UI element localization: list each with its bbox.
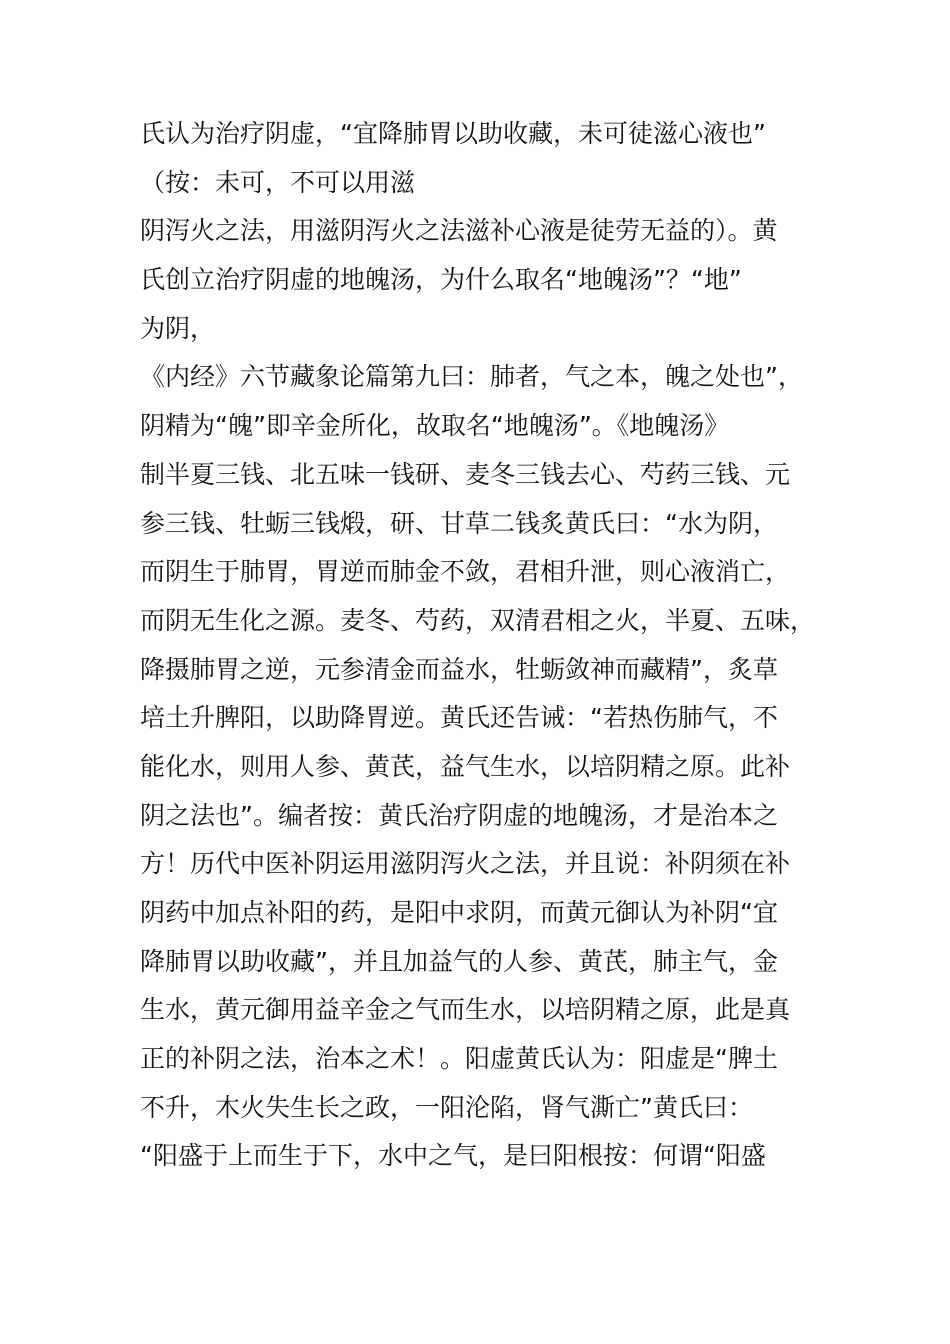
text-line-2: （按：未可，不可以用滋	[140, 167, 416, 197]
text-line-4: 氏创立治疗阴虚的地魄汤，为什么取名“地魄汤”？“地”	[140, 265, 742, 295]
text-line-11: 而阴无生化之源。麦冬、芍药，双清君相之火，半夏、五味，	[140, 605, 816, 635]
body-text	[140, 110, 840, 1181]
text-line-21: 不升，木火失生长之政，一阳沦陷，肾气澌亡”黄氏曰：	[140, 1092, 753, 1122]
text-line-12: 降摄肺胃之逆，元参清金而益水，牡蛎敛神而藏精”，炙草	[140, 654, 778, 684]
text-line-15: 阴之法也”。编者按：黄氏治疗阴虚的地魄汤，才是治本之	[140, 800, 778, 830]
text-line-1: 氏认为治疗阴虚，“宜降肺胃以助收藏，未可徒滋心液也”	[140, 119, 766, 148]
text-line-13: 培土升脾阳，以助降胃逆。黄氏还告诫：“若热伤肺气，不	[140, 703, 778, 733]
text-line-8: 制半夏三钱、北五味一钱研、麦冬三钱去心、芍药三钱、元	[140, 459, 791, 489]
text-line-3: 阴泻火之法，用滋阴泻火之法滋补心液是徒劳无益的）。黄	[140, 216, 778, 246]
text-line-20: 正的补阴之法，治本之术！。阳虚黄氏认为：阳虚是“脾土	[140, 1044, 778, 1074]
text-line-19: 生水，黄元御用益辛金之气而生水，以培阴精之原，此是真	[140, 995, 791, 1025]
text-line-7: 阴精为“魄”即辛金所化，故取名“地魄汤”。《地魄汤》	[140, 411, 730, 441]
text-line-5: 为阴，	[140, 313, 216, 343]
text-line-9: 参三钱、牡蛎三钱煅，研、甘草二钱炙黄氏曰：“水为阴，	[140, 508, 778, 538]
text-line-16: 方！历代中医补阴运用滋阴泻火之法，并且说：补阴须在补	[140, 849, 791, 879]
text-line-18: 降肺胃以助收藏”，并且加益气的人参、黄芪，肺主气，金	[140, 946, 778, 976]
text-line-14: 能化水，则用人参、黄芪，益气生水，以培阴精之原。此补	[140, 751, 791, 781]
text-line-10: 而阴生于肺胃，胃逆而肺金不敛，君相升泄，则心液消亡，	[140, 557, 791, 587]
text-line-17: 阴药中加点补阳的药，是阳中求阴，而黄元御认为补阴“宜	[140, 898, 778, 927]
text-line-22: “阳盛于上而生于下，水中之气，是曰阳根按：何谓“阳盛	[140, 1141, 766, 1171]
text-line-6: 《内经》六节藏象论篇第九曰：肺者，气之本，魄之处也”，	[140, 362, 803, 392]
